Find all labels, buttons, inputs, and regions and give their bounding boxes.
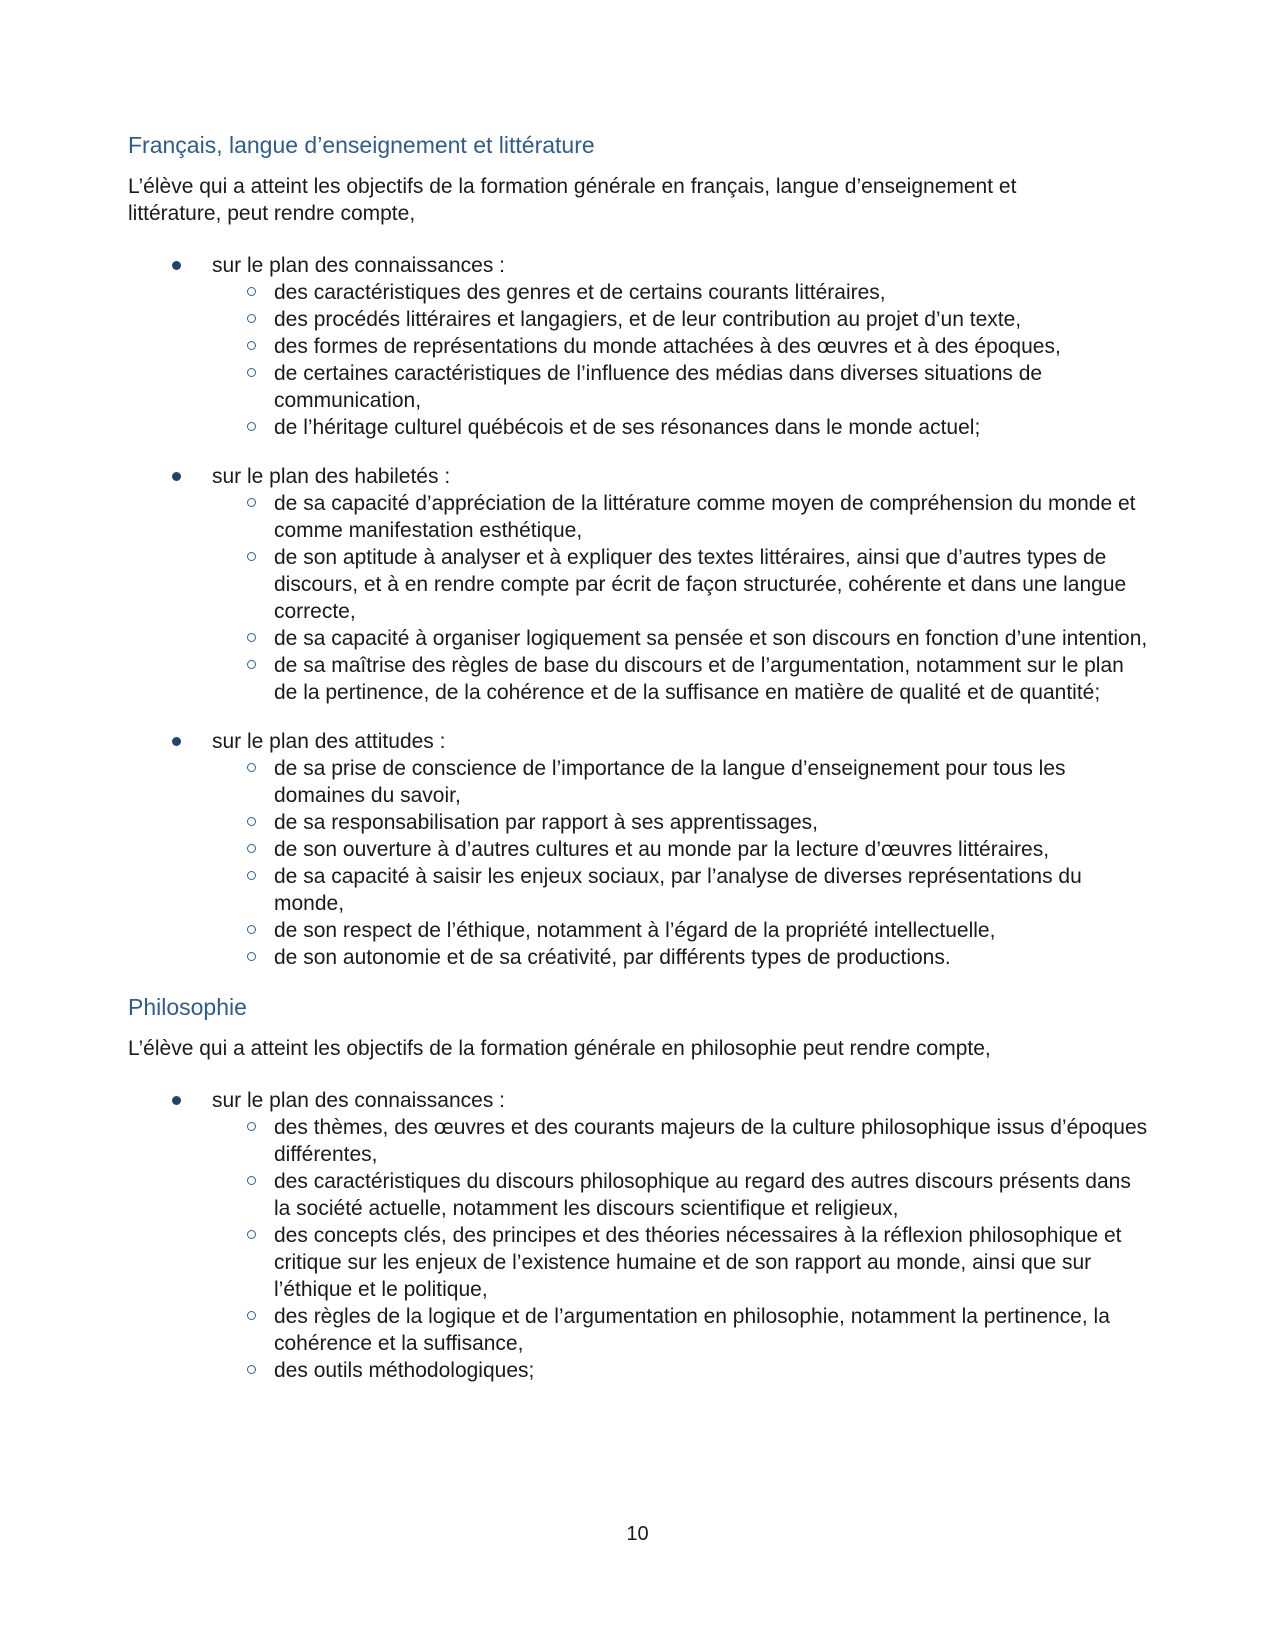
list-item-text: de certaines caractéristiques de l’influence des médias dans diverses situations de communication, [274,362,1043,412]
section-intro: L’élève qui a atteint les objectifs de la formation générale en philosophie peut rendre compte, [128,1037,991,1060]
list-item-label: sur le plan des habiletés : [212,465,451,488]
circle-bullet-icon [247,341,256,350]
list-item-label: sur le plan des connaissances : [212,254,506,277]
bullet-group [128,1087,1149,1384]
list-item-text: des concepts clés, des principes et des théories nécessaires à la réflexion philosophique et critique sur les enjeux de l’existence humaine et de son rapport au monde, ainsi que sur l’éthique et le politique, [274,1224,1122,1301]
circle-bullet-icon [247,660,256,669]
list-item [128,1357,1148,1384]
circle-bullet-icon [247,1311,256,1320]
list-item [128,252,1149,279]
circle-bullet-icon [247,1230,256,1239]
list-item [128,333,1148,360]
bullet-icon [172,1096,181,1105]
circle-bullet-icon [247,1176,256,1185]
circle-bullet-icon [247,314,256,323]
list-item [128,1087,1149,1114]
list-item-text: de sa capacité à organiser logiquement sa pensée et son discours en fonction d’une intention, [274,627,1148,650]
list-item-text: des caractéristiques du discours philosophique au regard des autres discours présents dans la société actuelle, notamment les discours scientifique et religieux, [274,1170,1131,1220]
circle-bullet-icon [247,1122,256,1131]
list-item [128,917,1148,944]
list-item [128,279,1148,306]
section [128,131,1149,971]
list-item [128,625,1148,652]
list-item [128,863,1148,917]
list-item [128,1114,1148,1168]
list-item [128,728,1149,755]
circle-bullet-icon [247,871,256,880]
list-item [128,306,1148,333]
list-item-text: des thèmes, des œuvres et des courants majeurs de la culture philosophique issus d’époques différentes, [274,1116,1148,1166]
page-number: 10 [626,1523,649,1545]
circle-bullet-icon [247,368,256,377]
circle-bullet-icon [247,817,256,826]
circle-bullet-icon [247,633,256,642]
bullet-icon [172,737,181,746]
circle-bullet-icon [247,952,256,961]
list-item-text: de sa responsabilisation par rapport à ses apprentissages, [274,811,818,834]
list-item [128,463,1149,490]
bullet-icon [172,261,181,270]
list-item [128,1303,1148,1357]
list-item [128,1168,1148,1222]
list-item-text: des règles de la logique et de l’argumentation en philosophie, notamment la pertinence, la cohérence et la suffisance, [274,1305,1110,1355]
list-item-label: sur le plan des connaissances : [212,1089,506,1112]
list-item-text: de son respect de l’éthique, notamment à l’égard de la propriété intellectuelle, [274,919,996,942]
circle-bullet-icon [247,1365,256,1374]
section-title: Français, langue d’enseignement et littérature [128,132,595,158]
list-item [128,652,1148,706]
list-item [128,836,1148,863]
list-item-text: de sa capacité d’appréciation de la littérature comme moyen de compréhension du monde et comme manifestation esthétique, [274,492,1136,542]
list-item-text: de son ouverture à d’autres cultures et au monde par la lecture d’œuvres littéraires, [274,838,1050,861]
list-item-text: de sa capacité à saisir les enjeux sociaux, par l’analyse de diverses représentations du monde, [274,865,1082,915]
list-item-text: de sa prise de conscience de l’importance de la langue d’enseignement pour tous les domaines du savoir, [274,757,1066,807]
list-item [128,490,1148,544]
list-item-text: de son aptitude à analyser et à expliquer des textes littéraires, ainsi que d’autres types de discours, et à en rendre compte par écrit de façon structurée, cohérente et dans une langue correcte, [274,546,1127,623]
list-item [128,1222,1148,1303]
list-item [128,360,1148,414]
list-item-text: des procédés littéraires et langagiers, et de leur contribution au projet d’un texte, [274,308,1022,331]
circle-bullet-icon [247,925,256,934]
section [128,993,1149,1384]
section-intro: L’élève qui a atteint les objectifs de la formation générale en français, langue d’enseignement et littérature, peut rendre compte, [128,175,1017,225]
list-item-text: des formes de représentations du monde attachées à des œuvres et à des époques, [274,335,1061,358]
list-item [128,809,1148,836]
document-content [128,131,1149,1384]
bullet-group [128,252,1149,441]
circle-bullet-icon [247,287,256,296]
circle-bullet-icon [247,422,256,431]
list-item-text: de l’héritage culturel québécois et de ses résonances dans le monde actuel; [274,416,981,439]
list-item [128,414,1148,441]
bullet-group [128,728,1149,971]
circle-bullet-icon [247,498,256,507]
list-item-label: sur le plan des attitudes : [212,730,446,753]
list-item [128,544,1148,625]
list-item [128,755,1148,809]
list-item [128,944,1148,971]
section-title: Philosophie [128,994,247,1020]
list-item-text: des caractéristiques des genres et de certains courants littéraires, [274,281,886,304]
circle-bullet-icon [247,552,256,561]
bullet-icon [172,472,181,481]
circle-bullet-icon [247,844,256,853]
list-item-text: de sa maîtrise des règles de base du discours et de l’argumentation, notamment sur le plan de la pertinence, de la cohérence et de la suffisance en matière de qualité et de quantité; [274,654,1124,704]
circle-bullet-icon [247,763,256,772]
list-item-text: de son autonomie et de sa créativité, par différents types de productions. [274,946,951,969]
list-item-text: des outils méthodologiques; [274,1359,535,1382]
bullet-group [128,463,1149,706]
